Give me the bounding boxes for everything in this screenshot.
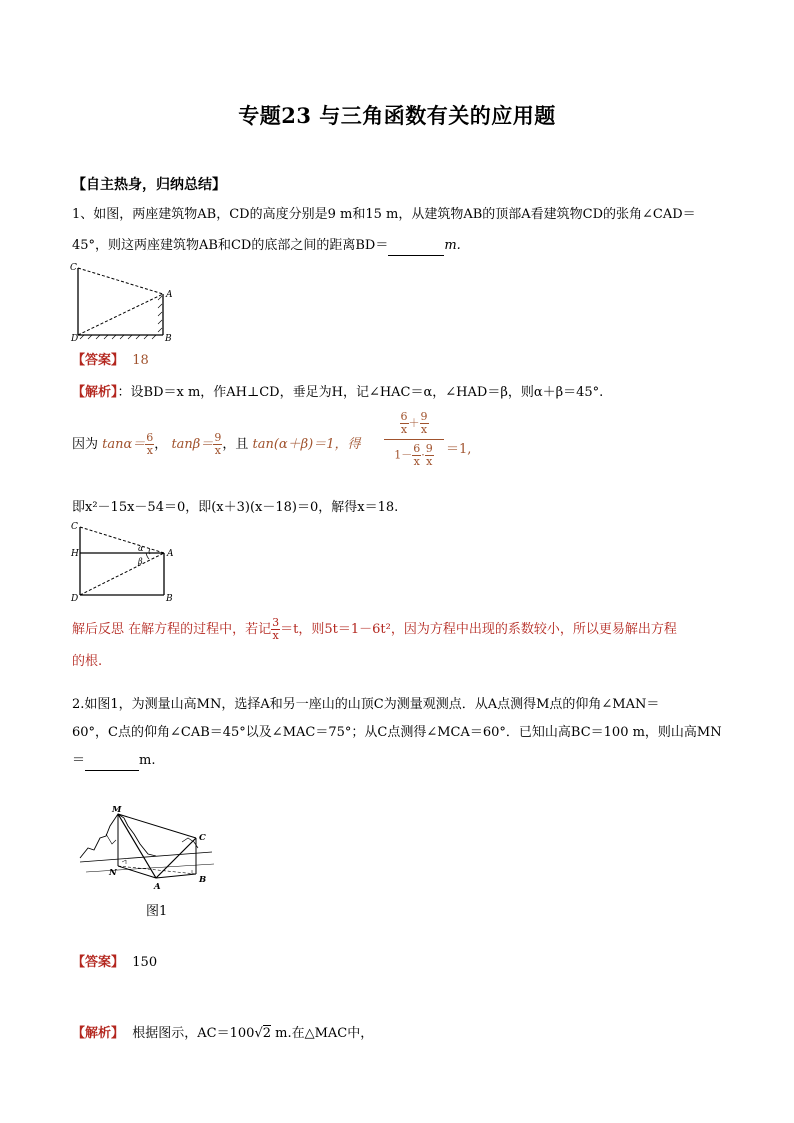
fig1-label-c: C bbox=[70, 263, 77, 273]
q1-tan-sum: tan(α＋β)＝1，得 bbox=[252, 437, 361, 452]
page-title: 专题23 与三角函数有关的应用题 bbox=[238, 103, 556, 128]
fig2-label-h: H bbox=[71, 549, 79, 559]
fig2-label-d: D bbox=[71, 594, 79, 604]
q1-cf-denominator: 1－ $\frac{6}{x}$ · $\frac{9}{x}$ bbox=[384, 439, 444, 468]
q1-answer-label: 【答案】 bbox=[72, 353, 125, 368]
q2-analysis-label: 【解析】 bbox=[72, 1026, 125, 1041]
q1-reflect-pre: 解后反思 在解方程的过程中，若记 bbox=[72, 622, 272, 637]
q1-analysis bbox=[72, 384, 603, 402]
fig2-label-a: A bbox=[167, 549, 174, 559]
q2-figure-mountains bbox=[78, 800, 218, 896]
q1-analysis-label: 【解析】 bbox=[72, 385, 118, 400]
q1-analysis-text: ：设BD＝x m，作AH⊥CD，垂足为H，记∠HAC＝α，∠HAD＝β，则α＋β＝45°. bbox=[117, 385, 604, 400]
q1-eq-end: ＝1, bbox=[446, 442, 472, 457]
q1-equation-line: 因为 tanα＝ $\frac{6}{x}$ ， tanβ＝ $\frac{9}{x}$ ，且 tan(α＋β)＝1，得 bbox=[72, 431, 361, 457]
fig2-label-c: C bbox=[71, 522, 78, 532]
fig3-label-c: C bbox=[199, 833, 206, 843]
fig3-label-b: B bbox=[199, 875, 207, 885]
q1-text-line2 bbox=[72, 237, 461, 256]
q2-answer-label: 【答案】 bbox=[72, 955, 125, 970]
fig1-label-a: A bbox=[166, 290, 173, 300]
q1-frac-9x: $\frac{9}{x}$ bbox=[214, 431, 222, 457]
q1-compound-fraction bbox=[384, 411, 444, 468]
fig1-label-d: D bbox=[71, 334, 79, 342]
q2-answer bbox=[72, 954, 157, 972]
q1-and-text: ，且 bbox=[222, 437, 249, 452]
q2-answer-value: 150 bbox=[132, 955, 158, 970]
fig2-label-alpha: α bbox=[138, 544, 144, 553]
fig2-label-beta: β bbox=[138, 557, 143, 566]
q2-sqrt-value: 2 bbox=[262, 1026, 272, 1041]
q1-tan-alpha: tanα＝ bbox=[102, 437, 146, 452]
fig1-label-b: B bbox=[165, 334, 172, 342]
q2-figure-caption: 图1 bbox=[146, 904, 168, 919]
fig3-label-m: M bbox=[112, 805, 122, 815]
fig3-label-n: N bbox=[109, 868, 117, 878]
q1-answer bbox=[72, 352, 149, 370]
q1-text-line2-post: m. bbox=[444, 238, 461, 253]
q1-answer-value: 18 bbox=[132, 353, 149, 368]
q1-cf-numerator: $\frac{6}{x}$ ＋ $\frac{9}{x}$ bbox=[400, 410, 428, 436]
q1-eq-prefix: 因为 bbox=[72, 437, 99, 452]
q1-figure-solution bbox=[68, 520, 180, 604]
q1-figure-buildings bbox=[68, 262, 178, 342]
q2-text-line2: 60°，C点的仰角∠CAB＝45°以及∠MAC＝75°；从C点测得∠MCA＝60°．已知山高BC＝100 m，则山高MN bbox=[72, 725, 722, 740]
sqrt-sign: √ bbox=[254, 1026, 263, 1041]
q2-analysis-post: m.在△MAC中， bbox=[271, 1026, 374, 1041]
q2-text-line1: 2.如图1，为测量山高MN，选择A和另一座山的山顶C为测量观测点．从A点测得M点的仰角∠MAN＝ bbox=[72, 697, 660, 712]
q1-answer-blank[interactable] bbox=[388, 237, 444, 256]
q1-reflection-line1 bbox=[72, 617, 677, 642]
q2-analysis bbox=[72, 1025, 373, 1043]
q2-answer-blank[interactable] bbox=[85, 752, 139, 771]
q1-frac-6x: $\frac{6}{x}$ bbox=[146, 431, 154, 457]
q2-line3-post: m. bbox=[139, 753, 156, 768]
q1-text-line2-pre: 45°，则这两座建筑物AB和CD的底部之间的距离BD＝ bbox=[72, 238, 389, 253]
q1-reflection-line2: 的根. bbox=[72, 654, 103, 669]
fig2-label-b: B bbox=[166, 594, 173, 604]
q1-tan-beta: tanβ＝ bbox=[171, 437, 214, 452]
q2-analysis-pre: 根据图示，AC＝100 bbox=[132, 1026, 255, 1041]
q1-reflect-post: ＝t，则5t＝1－6t²，因为方程中出现的系数较小，所以更易解出方程 bbox=[280, 622, 677, 637]
q1-reflect-frac: $\frac{3}{x}$ bbox=[272, 616, 280, 642]
q2-text-line3 bbox=[72, 752, 155, 771]
section-heading: 【自主热身，归纳总结】 bbox=[72, 177, 226, 193]
fig3-label-a: A bbox=[154, 882, 161, 892]
q1-text-line1: 1、如图，两座建筑物AB，CD的高度分别是9 m和15 m，从建筑物AB的顶部A看建筑物CD的张角∠CAD＝ bbox=[72, 207, 696, 222]
q1-quadratic: 即x²－15x－54＝0，即(x＋3)(x－18)＝0，解得x＝18. bbox=[72, 500, 399, 515]
q2-line3-pre: ＝ bbox=[72, 753, 86, 768]
